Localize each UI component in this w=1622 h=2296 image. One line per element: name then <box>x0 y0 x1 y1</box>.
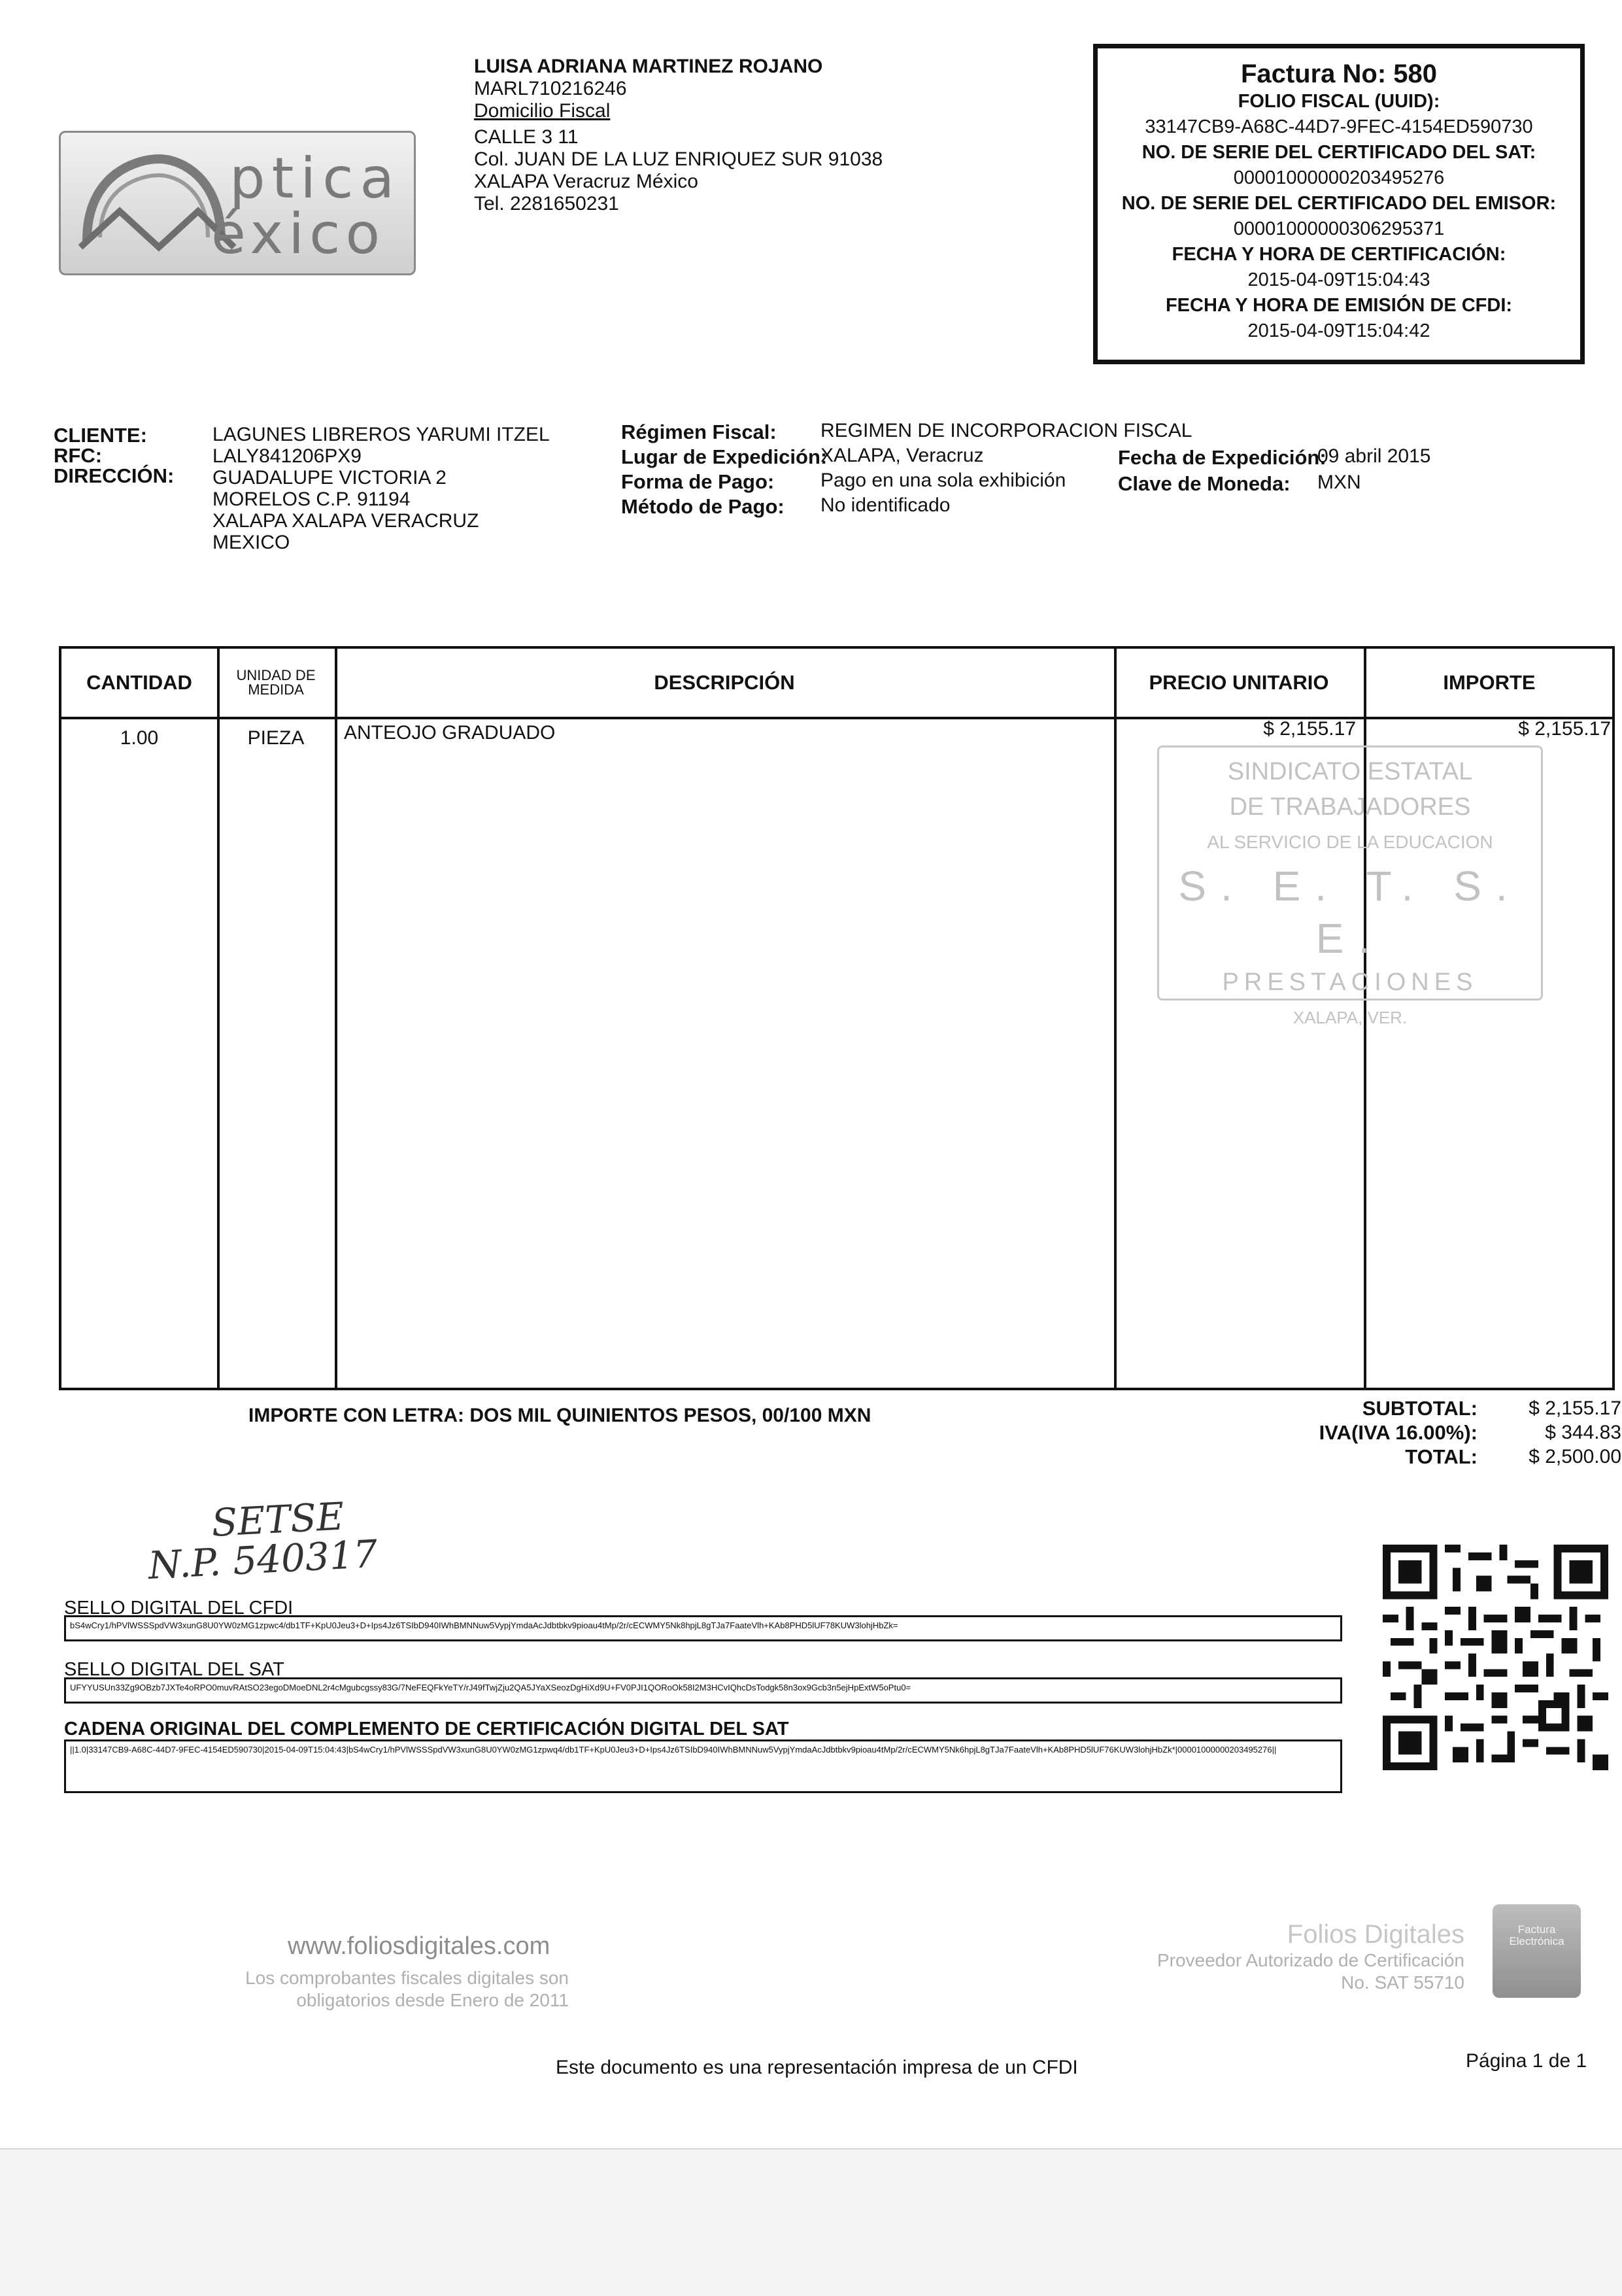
logo-word-top: ptica <box>229 146 401 211</box>
representation-note: Este documento es una representación impresa de un CFDI <box>556 2057 1078 2078</box>
column-divider <box>217 649 220 1388</box>
invoice-detail-labels <box>621 420 827 519</box>
forma-value: Pago en una sola exhibición <box>820 470 1066 491</box>
emisor-cert-label: NO. DE SERIE DEL CERTIFICADO DEL EMISOR: <box>1121 193 1557 214</box>
stamp-line: XALAPA, VER. <box>1293 1008 1408 1027</box>
row-precio: $ 2,155.17 <box>1263 718 1356 740</box>
emission-date-value: 2015-04-09T15:04:42 <box>1247 320 1430 341</box>
cadena-original-title: CADENA ORIGINAL DEL COMPLEMENTO DE CERTIFICACIÓN DIGITAL DEL SAT <box>64 1719 789 1739</box>
provider-line: No. SAT 55710 <box>1341 1972 1464 1993</box>
client-labels <box>54 425 174 486</box>
folios-note <box>196 1967 569 2012</box>
client-rfc: LALY841206PX9 <box>212 445 362 467</box>
provider-line: Proveedor Autorizado de Certificación <box>1157 1950 1464 1970</box>
date-currency-values <box>1317 443 1430 496</box>
lugar-label: Lugar de Expedición: <box>621 445 828 468</box>
total-value: $ 2,500.00 <box>1529 1446 1621 1467</box>
sello-sat-value: UFYYUSUn33Zg9OBzb7JXTe4oRPO0muvRAtSO23egoDMoeDNL2r4cMgubcgssy83G/7NeFEQFkYeTY/rJ49fTwjZju2QA5JYaXSeozDgHiXd9U+FV0PJI1QORoOk58I2M3HCvIQhcDsTodgk58n3ox9Gcb3n5ejHpExtW5oPtu0= <box>64 1677 1342 1704</box>
regimen-label: Régimen Fiscal: <box>621 420 777 443</box>
sat-cert-value: 00001000000203495276 <box>1233 167 1445 188</box>
issuer-block <box>474 56 883 215</box>
stamp-line: DE TRABAJADORES <box>1229 793 1471 821</box>
moneda-value: MXN <box>1317 471 1361 493</box>
client-name: LAGUNES LIBREROS YARUMI ITZEL <box>212 424 550 445</box>
folio-label: FOLIO FISCAL (UUID): <box>1238 91 1440 112</box>
amount-in-words: IMPORTE CON LETRA: DOS MIL QUINIENTOS PESOS, 00/100 MXN <box>248 1405 871 1426</box>
row-cantidad: 1.00 <box>120 727 159 749</box>
folios-note-line: obligatorios desde Enero de 2011 <box>296 1990 569 2010</box>
row-importe: $ 2,155.17 <box>1518 718 1611 740</box>
sello-cfdi-title: SELLO DIGITAL DEL CFDI <box>64 1598 294 1619</box>
stamp-line: SINDICATO ESTATAL <box>1227 758 1473 785</box>
fecha-value: 09 abril 2015 <box>1317 445 1431 467</box>
scan-background <box>0 2148 1622 2296</box>
folio-value: 33147CB9-A68C-44D7-9FEC-4154ED590730 <box>1145 116 1533 137</box>
header-importe: IMPORTE <box>1443 671 1536 694</box>
rfc-label: RFC: <box>54 444 103 467</box>
badge-line: Factura <box>1517 1923 1556 1936</box>
header-unidad: UNIDAD DE MEDIDA <box>236 667 316 698</box>
totals-labels <box>1301 1396 1478 1469</box>
emisor-cert-value: 00001000000306295371 <box>1233 218 1445 239</box>
qr-code-icon <box>1383 1545 1608 1770</box>
issuer-address-label: Domicilio Fiscal <box>474 100 611 122</box>
provider-name: Folios Digitales <box>1287 1920 1464 1949</box>
subtotal-value: $ 2,155.17 <box>1529 1397 1621 1419</box>
sello-sat-title: SELLO DIGITAL DEL SAT <box>64 1659 284 1680</box>
issuer-name: LUISA ADRIANA MARTINEZ ROJANO <box>474 56 823 77</box>
handwritten-line: N.P. 540317 <box>147 1531 379 1588</box>
invoice-number: Factura No: 580 <box>1240 60 1438 88</box>
client-address-line: GUADALUPE VICTORIA 2 <box>212 467 447 488</box>
client-address-line: XALAPA XALAPA VERACRUZ <box>212 510 479 532</box>
provider-block <box>1111 1919 1464 1994</box>
client-address-line: MEXICO <box>212 532 290 553</box>
row-descripcion: ANTEOJO GRADUADO <box>344 722 556 744</box>
issuer-rfc: MARL710216246 <box>474 78 627 99</box>
fiscal-info-box <box>1093 44 1585 364</box>
total-label: TOTAL: <box>1405 1445 1478 1468</box>
column-divider <box>335 649 337 1388</box>
emission-date-label: FECHA Y HORA DE EMISIÓN DE CFDI: <box>1165 295 1513 316</box>
client-address-line: MORELOS C.P. 91194 <box>212 488 411 510</box>
badge-line: Electrónica <box>1509 1935 1564 1947</box>
stamp-line: S. E. T. S. E. <box>1178 863 1522 962</box>
cert-date-value: 2015-04-09T15:04:43 <box>1247 269 1430 290</box>
cadena-original-value: ||1.0|33147CB9-A68C-44D7-9FEC-4154ED590730|2015-04-09T15:04:43|bS4wCry1/hPVlWSSSpdVW3xunG8U0YW0zMG1zpwq4/db1TF+KpU0Jeu3+D+Ips4Jz6TSIbD940IWhBMNNuw5VypjYmdaAcJdbtbkv9pioau4tMp/2r/cECWMY5Nk6hpjL8gTJa7FaateVlh+KAb8PHD5lUF76KUW3lohjHbZk*|00001000000203495276|| <box>64 1739 1342 1793</box>
address-label: DIRECCIÓN: <box>54 464 175 487</box>
sat-cert-label: NO. DE SERIE DEL CERTIFICADO DEL SAT: <box>1141 142 1536 163</box>
moneda-label: Clave de Moneda: <box>1118 472 1291 495</box>
stamp-line: PRESTACIONES <box>1222 968 1478 996</box>
date-currency-labels <box>1118 445 1326 497</box>
optica-mexico-logo <box>59 131 416 275</box>
folios-url: www.foliosdigitales.com <box>288 1932 550 1960</box>
fecha-label: Fecha de Expedición: <box>1118 446 1326 469</box>
metodo-value: No identificado <box>820 494 951 516</box>
page-number: Página 1 de 1 <box>1466 2050 1587 2072</box>
sello-cfdi-value: bS4wCry1/hPVlWSSSpdVW3xunG8U0YW0zMG1zpwc4/db1TF+KpU0Jeu3+D+Ips4Jz6TSIbD940IWhBMNNuw5VypjYmdaAcJdbtbkv9pioau4tMp/2r/cECWMY5Nk8hpjL8gTJa7FaateVlh+KAb8PHD5lUF78KUW3lohjHbZk= <box>64 1615 1342 1641</box>
stamp-line: AL SERVICIO DE LA EDUCACION <box>1207 832 1493 852</box>
header-descripcion: DESCRIPCIÓN <box>654 671 795 694</box>
logo-word-bottom: éxico <box>211 201 386 267</box>
issuer-city: XALAPA Veracruz México <box>474 171 698 192</box>
setse-stamp <box>1157 745 1543 1027</box>
handwritten-note <box>145 1494 379 1588</box>
folios-note-line: Los comprobantes fiscales digitales son <box>245 1968 569 1988</box>
column-divider <box>1114 649 1117 1388</box>
totals-values <box>1491 1396 1621 1469</box>
client-values <box>212 424 550 553</box>
issuer-street: CALLE 3 11 <box>474 126 579 148</box>
client-label: CLIENTE: <box>54 424 147 447</box>
issuer-colonia: Col. JUAN DE LA LUZ ENRIQUEZ SUR 91038 <box>474 148 883 170</box>
header-cantidad: CANTIDAD <box>86 671 192 694</box>
issuer-phone: Tel. 2281650231 <box>474 193 619 214</box>
header-precio: PRECIO UNITARIO <box>1149 671 1329 694</box>
lugar-value: XALAPA, Veracruz <box>820 445 984 466</box>
row-unidad: PIEZA <box>247 727 305 749</box>
cert-date-label: FECHA Y HORA DE CERTIFICACIÓN: <box>1172 244 1506 265</box>
iva-value: $ 344.83 <box>1545 1422 1621 1443</box>
handwritten-line: SETSE <box>210 1494 345 1545</box>
factura-electronica-badge-icon <box>1493 1904 1581 1998</box>
metodo-label: Método de Pago: <box>621 495 785 518</box>
subtotal-label: SUBTOTAL: <box>1362 1397 1478 1420</box>
iva-label: IVA(IVA 16.00%): <box>1319 1421 1478 1444</box>
forma-label: Forma de Pago: <box>621 470 775 493</box>
regimen-value: REGIMEN DE INCORPORACION FISCAL <box>820 420 1192 441</box>
